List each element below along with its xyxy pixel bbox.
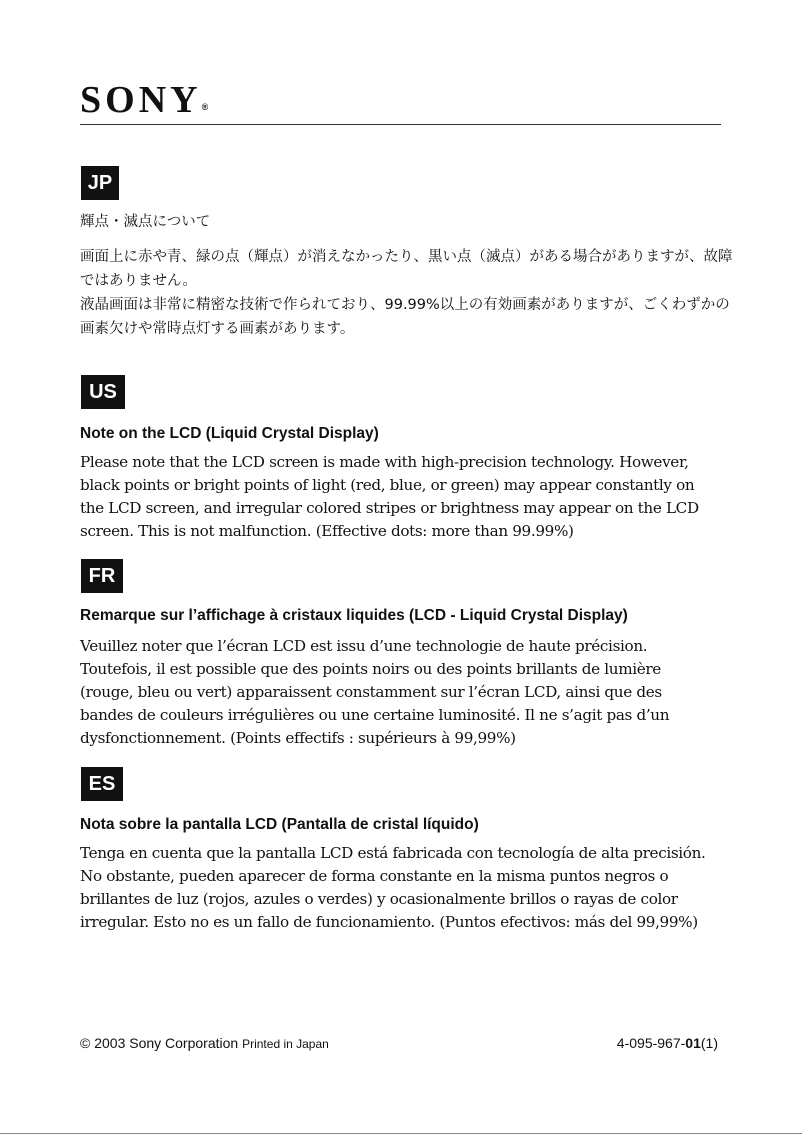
fr-line: Veuillez noter que l’écran LCD est issu d’une technologie de haute précision. — [80, 637, 648, 655]
jp-paragraph-2: 液晶画面は非常に精密な技術で作られており、99.99%以上の有効画素がありますが、ごくわずかの画素欠けや常時点灯する画素があります。 — [80, 297, 730, 337]
badge-jp: JP — [81, 166, 119, 200]
us-line: the LCD screen, and irregular colored stripes or brightness may appear on the LCD — [80, 499, 699, 517]
us-line: screen. This is not malfunction. (Effective dots: more than 99.99%) — [80, 522, 574, 540]
fr-line: bandes de couleurs irrégulières ou une certaine luminosité. Il ne s’agit pas d’un — [80, 706, 670, 724]
fr-body — [80, 635, 725, 750]
es-heading: Nota sobre la pantalla LCD (Pantalla de cristal líquido) — [80, 816, 479, 833]
fr-line: dysfonctionnement. (Points effectifs : supérieurs à 99,99%) — [80, 729, 516, 747]
es-line: No obstante, pueden aparecer de forma constante en la misma puntos negros o — [80, 867, 669, 885]
fr-line: (rouge, bleu ou vert) apparaissent constamment sur l’écran LCD, ainsi que des — [80, 683, 662, 701]
part-number-prefix: 4-095-967- — [616, 1035, 686, 1051]
badge-fr: FR — [81, 559, 123, 593]
badge-us: US — [81, 375, 125, 409]
footer-copyright — [80, 1034, 329, 1053]
badge-es: ES — [81, 767, 123, 801]
es-line: irregular. Esto no es un fallo de funcionamiento. (Puntos efectivos: más del 99,99%) — [80, 913, 698, 931]
jp-paragraph-1: 画面上に赤や青、緑の点（輝点）が消えなかったり、黒い点（滅点）がある場合がありますが、故障ではありません。 — [80, 249, 733, 289]
fr-line: Toutefois, il est possible que des points noirs ou des points brillants de lumière — [80, 660, 661, 678]
page-bottom-rule — [0, 1133, 802, 1134]
us-body — [80, 451, 725, 543]
copyright-text: © 2003 Sony Corporation — [80, 1035, 239, 1051]
printed-in-text: Printed in Japan — [242, 1037, 329, 1051]
header-rule — [80, 124, 721, 125]
registered-mark: ® — [201, 102, 209, 112]
part-number-suffix: (1) — [700, 1035, 718, 1051]
part-number-bold: 01 — [685, 1035, 701, 1051]
es-line: brillantes de luz (rojos, azules o verdes) y ocasionalmente brillos o rayas de color — [80, 890, 678, 908]
fr-heading: Remarque sur l’affichage à cristaux liquides (LCD - Liquid Crystal Display) — [80, 607, 628, 624]
us-line: Please note that the LCD screen is made with high-precision technology. However, — [80, 453, 689, 471]
jp-heading: 輝点・滅点について — [80, 214, 211, 230]
es-body — [80, 842, 725, 934]
logo-text: SONY — [80, 79, 202, 121]
es-line: Tenga en cuenta que la pantalla LCD está fabricada con tecnología de alta precisión. — [80, 844, 706, 862]
us-heading: Note on the LCD (Liquid Crystal Display) — [80, 425, 379, 442]
jp-body — [80, 245, 740, 341]
sony-logo — [80, 80, 208, 127]
us-line: black points or bright points of light (red, blue, or green) may appear constantly on — [80, 476, 695, 494]
footer-part-number — [617, 1034, 718, 1052]
